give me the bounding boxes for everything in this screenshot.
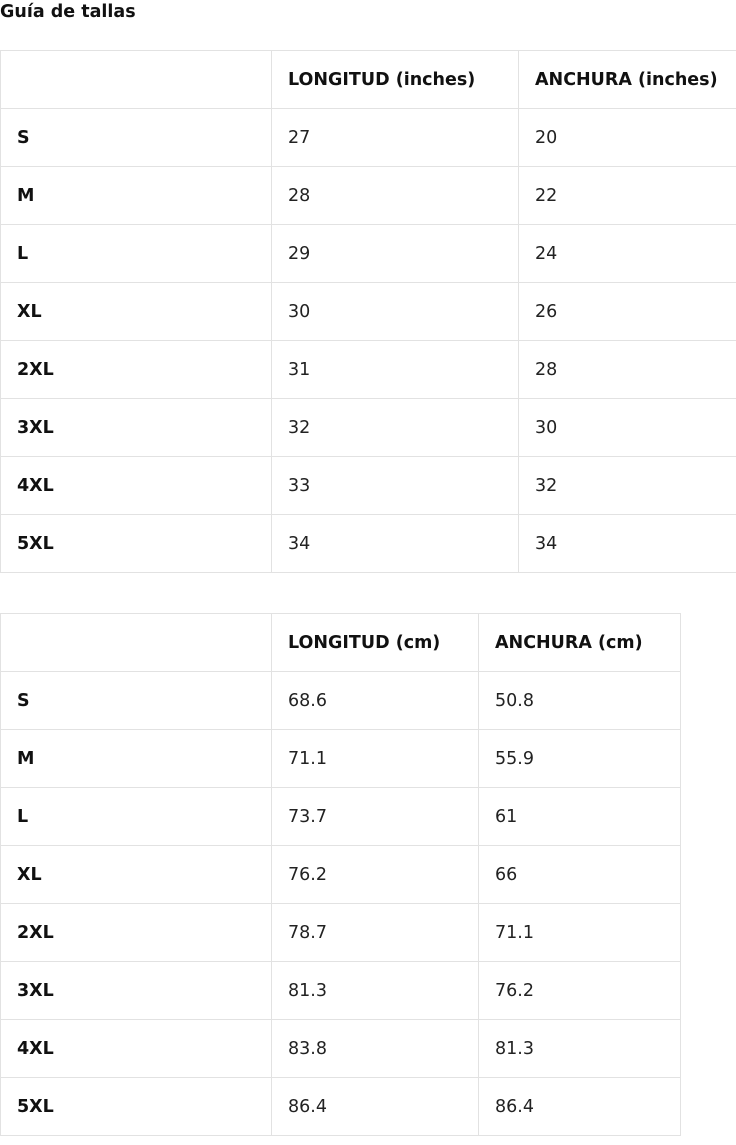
header-cell-width: ANCHURA (inches) — [519, 51, 736, 109]
table-row — [1, 1020, 681, 1078]
size-table-cm-container — [0, 613, 681, 1145]
width-cell: 34 — [519, 515, 736, 573]
width-cell: 22 — [519, 167, 736, 225]
width-cell: 26 — [519, 283, 736, 341]
length-cell: 78.7 — [272, 904, 479, 962]
width-cell: 55.9 — [479, 730, 681, 788]
table-row — [1, 515, 736, 573]
table-row — [1, 846, 681, 904]
length-cell: 32 — [272, 399, 519, 457]
length-cell: 71.1 — [272, 730, 479, 788]
length-cell: 27 — [272, 109, 519, 167]
size-table-inches-container[interactable] — [0, 50, 736, 582]
table-row — [1, 399, 736, 457]
size-cell: 3XL — [1, 399, 272, 457]
table-row — [1, 788, 681, 846]
size-cell: 4XL — [1, 457, 272, 515]
table-row — [1, 109, 736, 167]
length-cell: 34 — [272, 515, 519, 573]
size-table-cm — [0, 613, 681, 1136]
table-row — [1, 457, 736, 515]
size-cell: 5XL — [1, 515, 272, 573]
page-title: Guía de tallas — [0, 2, 136, 22]
width-cell: 86.4 — [479, 1078, 681, 1136]
size-cell: 3XL — [1, 962, 272, 1020]
table-row — [1, 672, 681, 730]
size-table-inches — [0, 50, 736, 573]
size-cell: 5XL — [1, 1078, 272, 1136]
header-cell-size — [1, 51, 272, 109]
width-cell: 66 — [479, 846, 681, 904]
width-cell: 71.1 — [479, 904, 681, 962]
length-cell: 86.4 — [272, 1078, 479, 1136]
width-cell: 81.3 — [479, 1020, 681, 1078]
length-cell: 81.3 — [272, 962, 479, 1020]
length-cell: 33 — [272, 457, 519, 515]
table-header-row — [1, 614, 681, 672]
width-cell: 32 — [519, 457, 736, 515]
length-cell: 68.6 — [272, 672, 479, 730]
size-cell: L — [1, 788, 272, 846]
size-cell: 2XL — [1, 341, 272, 399]
width-cell: 76.2 — [479, 962, 681, 1020]
length-cell: 83.8 — [272, 1020, 479, 1078]
table-row — [1, 167, 736, 225]
length-cell: 29 — [272, 225, 519, 283]
table-header-row — [1, 51, 736, 109]
size-cell: 4XL — [1, 1020, 272, 1078]
table-row — [1, 283, 736, 341]
width-cell: 30 — [519, 399, 736, 457]
size-cell: M — [1, 167, 272, 225]
table-row — [1, 904, 681, 962]
size-cell: 2XL — [1, 904, 272, 962]
length-cell: 76.2 — [272, 846, 479, 904]
size-cell: L — [1, 225, 272, 283]
header-cell-length: LONGITUD (inches) — [272, 51, 519, 109]
size-cell: S — [1, 672, 272, 730]
table-row — [1, 730, 681, 788]
width-cell: 50.8 — [479, 672, 681, 730]
length-cell: 73.7 — [272, 788, 479, 846]
width-cell: 61 — [479, 788, 681, 846]
size-cell: M — [1, 730, 272, 788]
table-row — [1, 962, 681, 1020]
size-cell: S — [1, 109, 272, 167]
width-cell: 20 — [519, 109, 736, 167]
table-row — [1, 341, 736, 399]
length-cell: 28 — [272, 167, 519, 225]
table-row — [1, 1078, 681, 1136]
header-cell-size — [1, 614, 272, 672]
length-cell: 30 — [272, 283, 519, 341]
size-cell: XL — [1, 283, 272, 341]
table-row — [1, 225, 736, 283]
width-cell: 24 — [519, 225, 736, 283]
width-cell: 28 — [519, 341, 736, 399]
header-cell-width: ANCHURA (cm) — [479, 614, 681, 672]
length-cell: 31 — [272, 341, 519, 399]
header-cell-length: LONGITUD (cm) — [272, 614, 479, 672]
size-cell: XL — [1, 846, 272, 904]
